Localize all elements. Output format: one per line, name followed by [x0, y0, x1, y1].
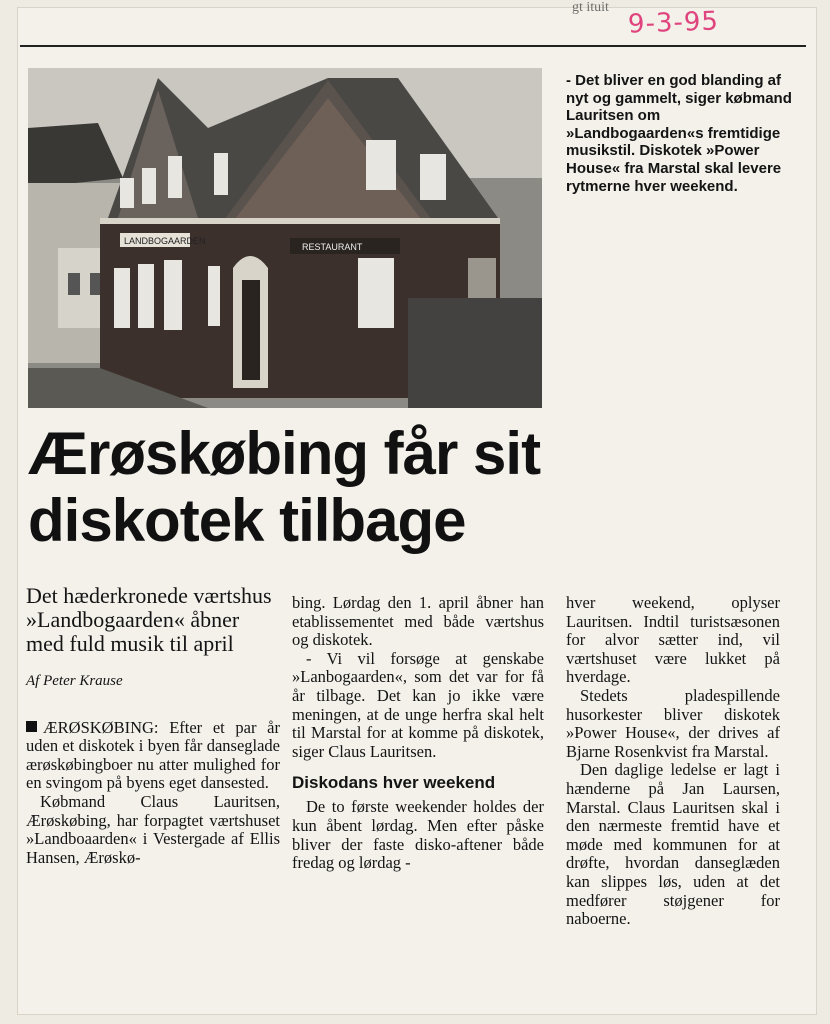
body-paragraph: - Vi vil forsøge at genskabe »Lanbogaarden«, som det var for få år tilbage. Det kan jo ikke være meningen, at de unge herfra skal helt til Marstal for at komme på diskotek, siger Claus Lauritsen. [292, 648, 544, 761]
body-paragraph: De to første weekender holdes der kun åbent lørdag. Men efter påske bliver der faste disko-aftener både fredag og lørdag - [292, 797, 544, 873]
body-paragraph: Købmand Claus Lauritsen, Ærøskøbing, har forpagtet værtshuset »Landboaarden« i Vestergade af Ellis Hansen, Ærøskø- [26, 791, 280, 867]
headline-line-1: Ærøskøbing får sit [28, 420, 541, 487]
article-column-1 [26, 584, 280, 867]
body-paragraph: Stedets pladespillende husorkester bliver diskotek »Power House«, der drives af Bjarne Rosenkvist fra Marstal. [566, 685, 780, 761]
body-paragraph: ÆRØSKØBING: Efter et par år uden et diskotek i byen får danseglade ærøskøbingboer nu atter mulighed for en svingom på byens eget dansested. [26, 717, 280, 793]
headline [28, 420, 808, 554]
building-sign: LANDBOGAARDEN [124, 236, 206, 246]
article-column-3 [566, 594, 780, 929]
headline-line-2: diskotek tilbage [28, 487, 466, 554]
photo-landbogaarden-building [28, 68, 542, 408]
handwritten-date: 9-3-95 [627, 6, 720, 40]
subheadline: Det hæderkronede værtshus »Landbogaarden« åbner med fuld musik til april [26, 583, 272, 656]
body-paragraph: bing. Lørdag den 1. april åbner han etablissementet med både værtshus og diskotek. [292, 593, 544, 650]
cut-off-text-fragment: gt ituit [572, 0, 609, 15]
body-paragraph: Den daglige ledelse er lagt i hænderne på Jan Laursen, Marstal. Claus Lauritsen skal i den nærmeste fremtid have et møde med kommunen for at drøfte, hvordan danseglæden kan slippes løs, uden at det medfører støjgener for naboerne. [566, 760, 780, 929]
body-paragraph: hver weekend, oplyser Lauritsen. Indtil turistsæsonen for alvor sætter ind, vil værtshuset være lukket på hverdage. [566, 593, 780, 687]
section-heading: Diskodans hver weekend [292, 773, 496, 793]
restaurant-sign: RESTAURANT [302, 242, 363, 252]
byline: Af Peter Krause [26, 673, 123, 689]
bullet-square-icon [26, 721, 37, 732]
top-rule-divider [20, 45, 806, 47]
photo-caption: - Det bliver en god blanding af nyt og gammelt, siger købmand Lauritsen om »Landbogaarden«s fremtidige musikstil. Diskotek »Power House« fra Marstal skal levere rytmerne hver weekend. [566, 72, 792, 195]
article-column-2 [292, 594, 544, 873]
